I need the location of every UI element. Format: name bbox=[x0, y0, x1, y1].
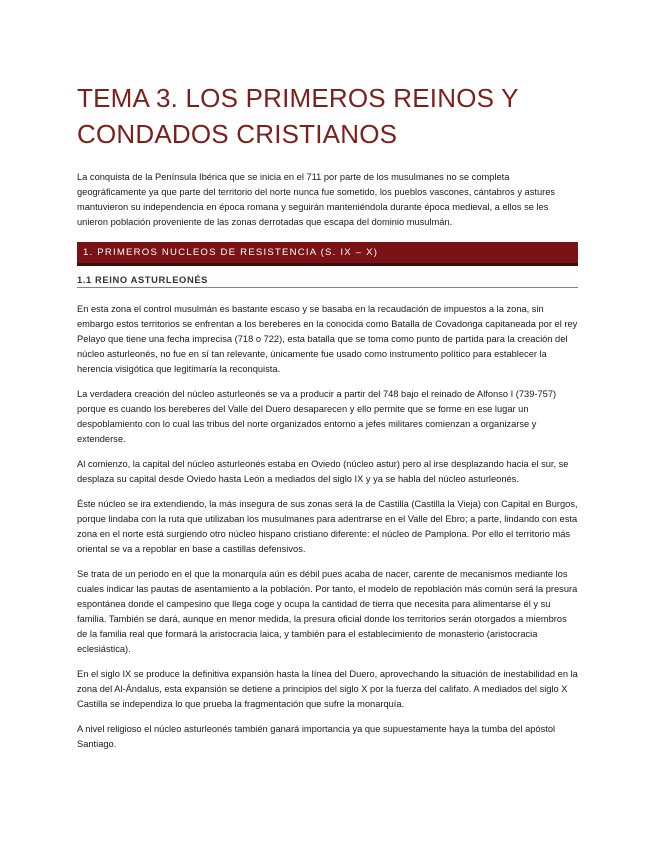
document-title: TEMA 3. LOS PRIMEROS REINOS Y CONDADOS CRISTIANOS bbox=[77, 83, 519, 149]
subsection-heading: 1.1 REINO ASTURLEONÉS bbox=[77, 274, 578, 288]
intro-paragraph: La conquista de la Península Ibérica que se inicia en el 711 por parte de los musulmanes no se completa geográficamente ya que parte del territorio del norte nunca fue sometido, los pueblos vascones, cántabros y astures mantuvieron su independencia en época romana y seguirán manteniéndola durante época medieval, a ellos se les unieron población proveniente de las zonas derrotadas que escapa del dominio musulmán. bbox=[77, 172, 556, 227]
body-paragraph: Se trata de un periodo en el que la monarquía aún es débil pues acaba de nacer, carente de mecanismos mediante los cuales indicar las pautas de asentamiento a la población. Por tanto, el modelo de repoblación más común será la presura espontánea donde el campesino que llega coge y ocupa la cantidad de tierra que necesita para alimentarse él y su familia. También se dará, aunque en menor medida, la presura oficial donde los territorios serán otorgados a miembros de la familia real que formará la aristocracia laica, y también para el establecimiento de monasterio (aristocracia eclesiástica). bbox=[77, 569, 578, 654]
section-heading: 1. PRIMEROS NUCLEOS DE RESISTENCIA (S. IX – X) bbox=[77, 242, 578, 266]
body-paragraph: La verdadera creación del núcleo asturleonés se va a producir a partir del 748 bajo el reinado de Alfonso I (739-757) porque es cuando los bereberes del Valle del Duero desaparecen y ello permite que se forme en ese lugar un despoblamiento con lo cual las tribus del norte organizados entorno a jefes militares comienzan a organizarse y extenderse. bbox=[77, 389, 557, 444]
body-paragraph: En el siglo IX se produce la definitiva expansión hasta la línea del Duero, aprovechando la situación de inestabilidad en la zona del Al-Ándalus, esta expansión se detiene a principios del siglo X por la fuerza del califato. A mediados del siglo X Castilla se independiza lo que prueba la fragmentación que sufre la monarquía. bbox=[77, 669, 578, 709]
body-paragraph: Éste núcleo se ira extendiendo, la más insegura de sus zonas será la de Castilla (Castilla la Vieja) con Capital en Burgos, porque lindaba con la ruta que utilizaban los musulmanes para adentrarse en el Valle del Ebro; a parte, lindando con esta zona en el norte está surgiendo otro núcleo hispano cristiano diferente: el núcleo de Pamplona. Por ello el territorio más oriental se va a repoblar en base a castillas defensivos. bbox=[77, 499, 578, 554]
body-paragraph: Al comienzo, la capital del núcleo asturleonés estaba en Oviedo (núcleo astur) pero al irse desplazando hacia el sur, se desplaza su capital desde Oviedo hasta León a mediados del siglo IX y ya se habla del núcleo asturleonés. bbox=[77, 459, 569, 484]
body-paragraph: A nivel religioso el núcleo asturleonés también ganará importancia ya que supuestamente haya la tumba del apóstol Santiago. bbox=[77, 724, 556, 749]
body-paragraph: En esta zona el control musulmán es bastante escaso y se basaba en la recaudación de impuestos a la zona, sin embargo estos territorios se enfrentan a los bereberes en la conocida como Batalla de Covadonga capitaneada por el rey Pelayo que tiene una fecha imprecisa (718 o 722), esta batalla que se toma como punto de partida para la creación del núcleo asturleonés, no fue en sí tan relevante, únicamente fue usado como instrumento político para establecer la herencia visigótica que legitimaría la reconquista. bbox=[77, 304, 578, 374]
